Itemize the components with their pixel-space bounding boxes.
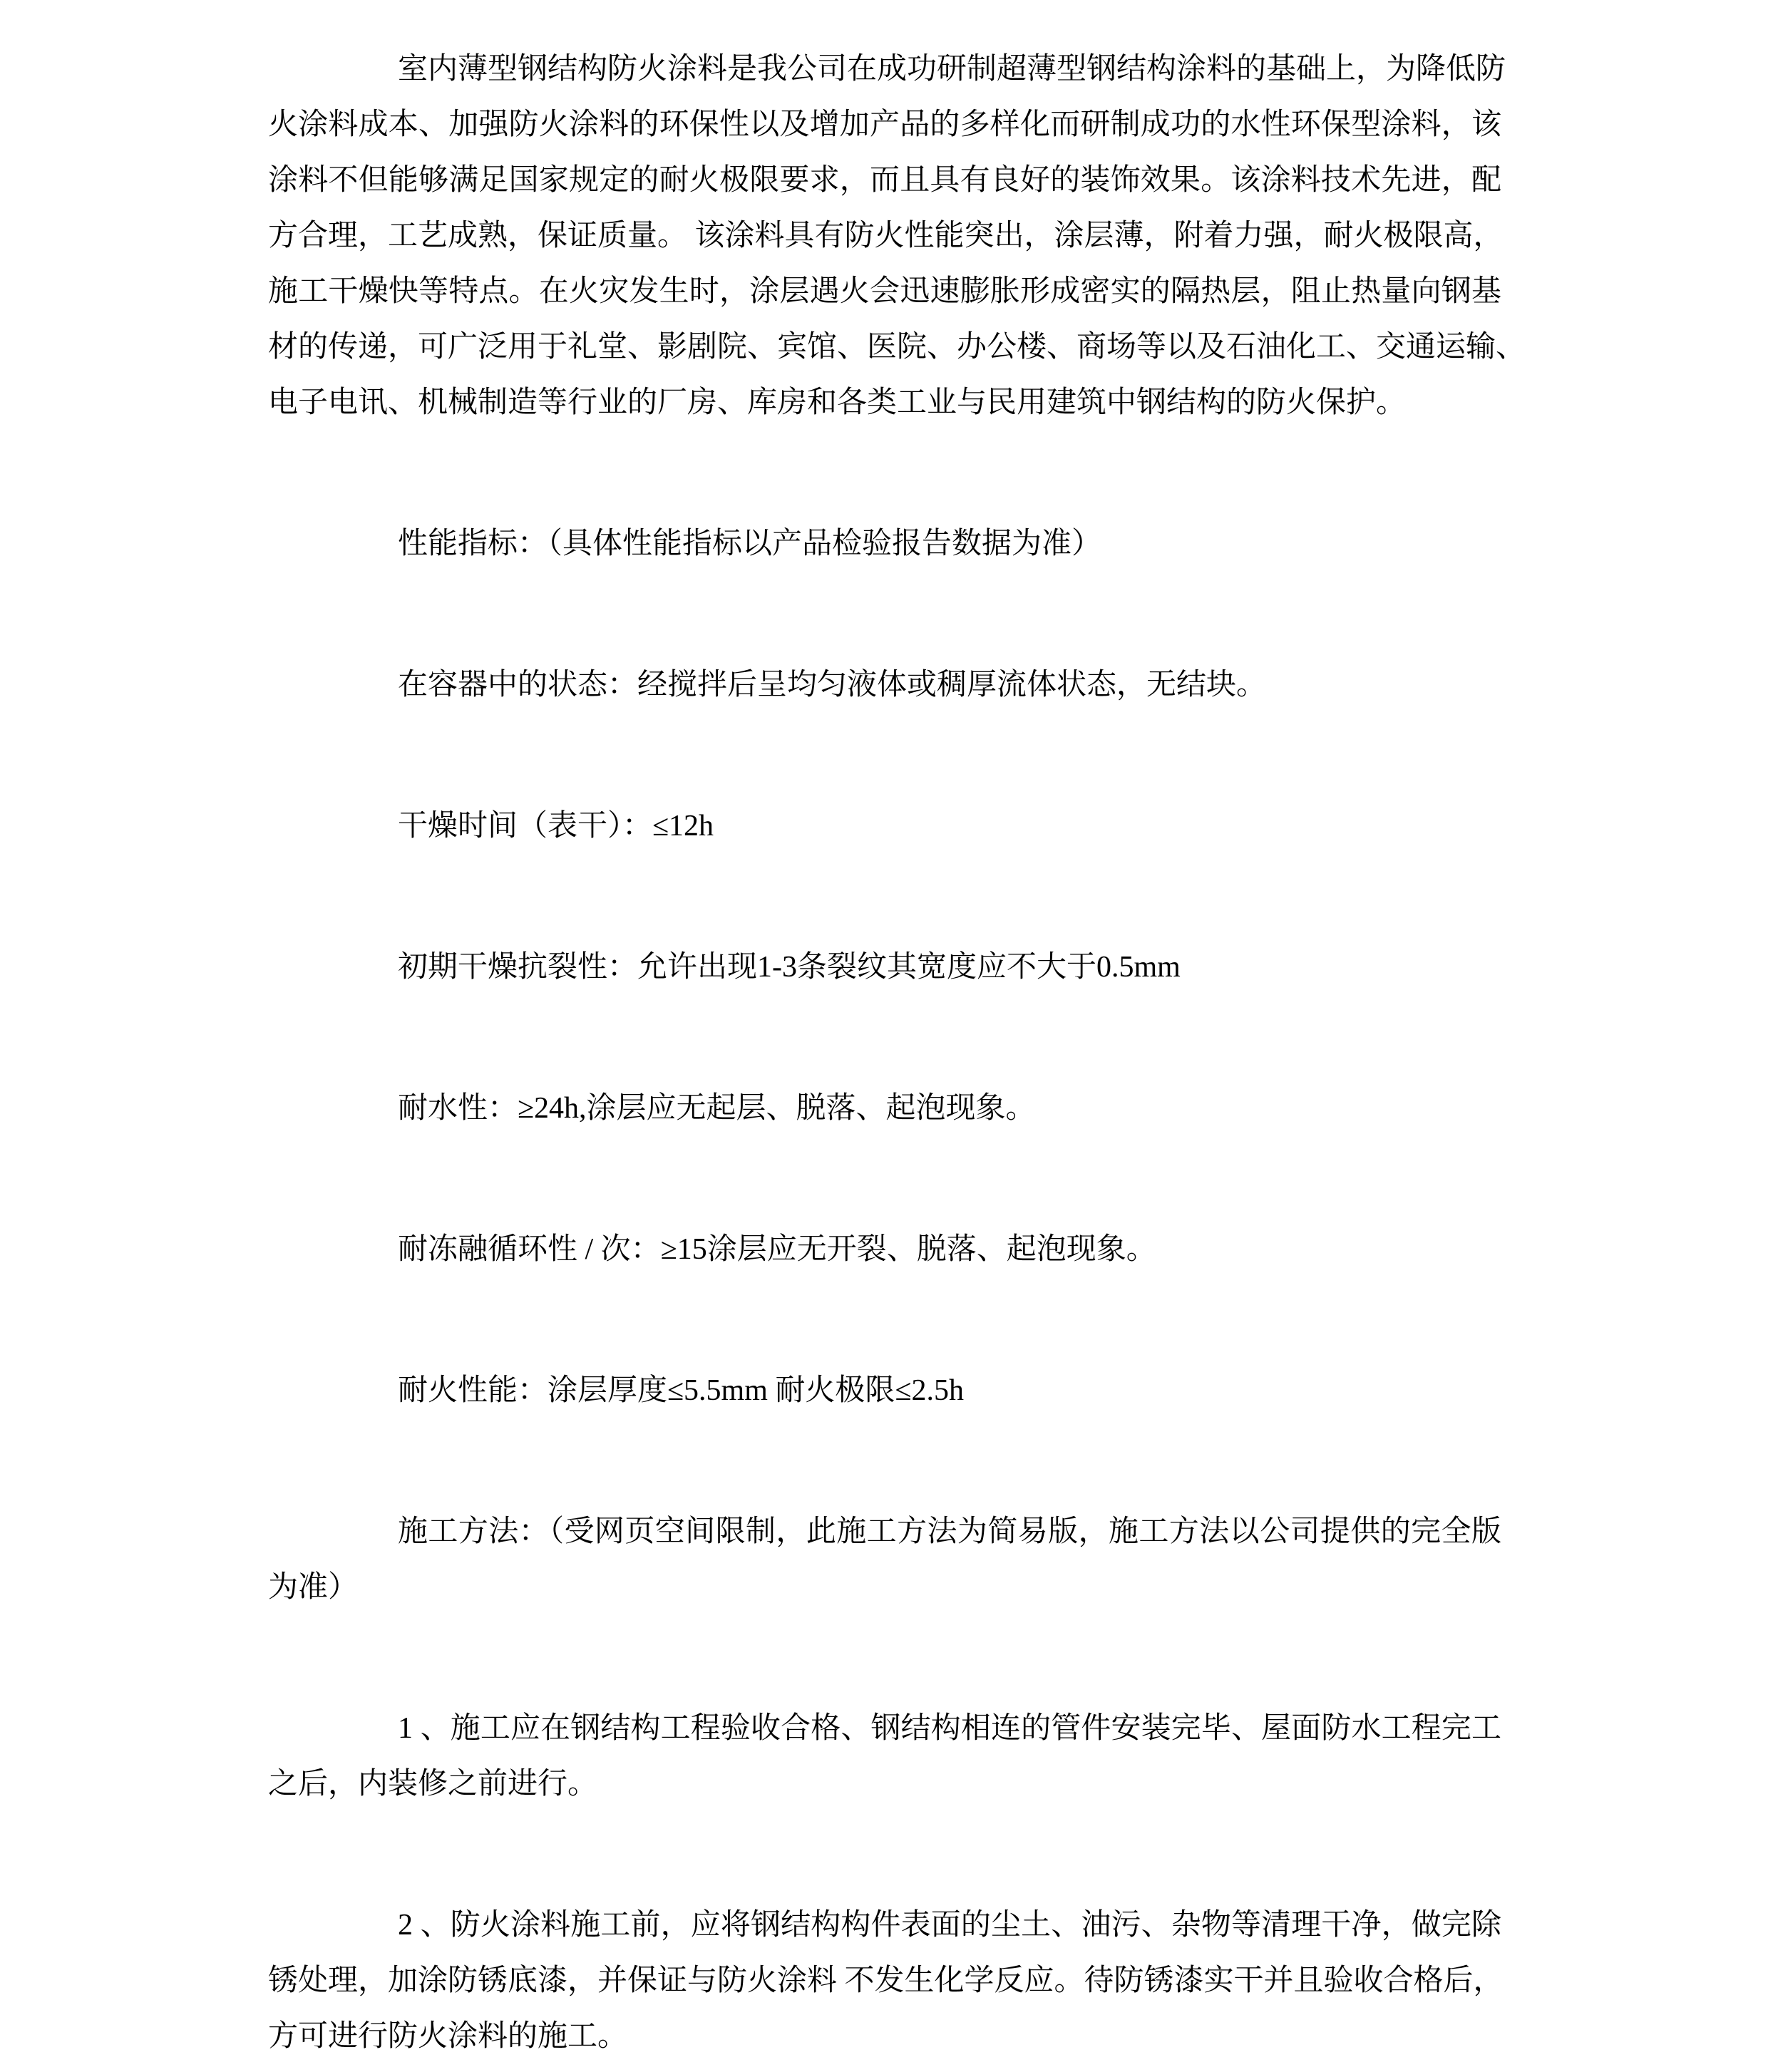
intro-paragraph <box>268 41 1526 431</box>
text-line: 方合理，工艺成熟，保证质量。 该涂料具有防火性能突出，涂层薄，附着力强，耐火极限高， <box>268 220 1504 252</box>
text-line: 为准） <box>268 1571 359 1604</box>
text-line: 电子电讯、机械制造等行业的厂房、库房和各类工业与民用建筑中钢结构的防火保护。 <box>268 386 1407 419</box>
text-line: 在容器中的状态：经搅拌后呈均匀液体或稠厚流体状态，无结块。 <box>398 669 1267 701</box>
spec-water-resistance <box>268 1081 1501 1136</box>
performance-index-heading <box>268 516 1501 572</box>
text-line: 1 、施工应在钢结构工程验收合格、钢结构相连的管件安装完毕、屋面防水工程完工 <box>398 1712 1501 1745</box>
text-line: 之后，内装修之前进行。 <box>268 1768 598 1800</box>
spec-initial-crack-resistance <box>268 939 1501 995</box>
construction-step-2 <box>268 1897 1504 2064</box>
text-line: 耐火性能：涂层厚度≤5.5mm 耐火极限≤2.5h <box>398 1374 964 1407</box>
spec-fire-resistance <box>268 1363 1501 1418</box>
text-line: 施工干燥快等特点。在火灾发生时，涂层遇火会迅速膨胀形成密实的隔热层，阻止热量向钢基 <box>268 275 1501 308</box>
text-line: 干燥时间（表干）：≤12h <box>398 810 714 842</box>
text-line: 2 、防火涂料施工前，应将钢结构构件表面的尘土、油污、杂物等清理干净，做完除 <box>398 1909 1501 1942</box>
text-line: 材的传递，可广泛用于礼堂、影剧院、宾馆、医院、办公楼、商场等以及石油化工、交通运输、 <box>268 331 1526 364</box>
construction-method-heading <box>268 1504 1501 1615</box>
text-line: 锈处理，加涂防锈底漆，并保证与防火涂料 不发生化学反应。待防锈漆实干并且验收合格后， <box>268 1964 1504 1997</box>
text-line: 施工方法：（受网页空间限制，此施工方法为简易版，施工方法以公司提供的完全版 <box>398 1515 1501 1548</box>
text-line: 室内薄型钢结构防火涂料是我公司在成功研制超薄型钢结构涂料的基础上，为降低防 <box>398 53 1506 86</box>
text-line: 耐水性：≥24h,涂层应无起层、脱落、起泡现象。 <box>398 1092 1036 1125</box>
spec-container-state <box>268 657 1501 713</box>
text-line: 方可进行防火涂料的施工。 <box>268 2020 628 2053</box>
construction-step-1 <box>268 1701 1501 1812</box>
spec-drying-time <box>268 798 1501 854</box>
spec-freeze-thaw-resistance <box>268 1222 1501 1277</box>
text-line: 涂料不但能够满足国家规定的耐火极限要求，而且具有良好的装饰效果。该涂料技术先进，配 <box>268 164 1501 197</box>
text-line: 火涂料成本、加强防火涂料的环保性以及增加产品的多样化而研制成功的水性环保型涂料，该 <box>268 108 1501 141</box>
text-line: 初期干燥抗裂性：允许出现1-3条裂纹其宽度应不大于0.5mm <box>398 951 1181 984</box>
text-line: 耐冻融循环性 / 次：≥15涂层应无开裂、脱落、起泡现象。 <box>398 1233 1156 1266</box>
text-line: 性能指标：（具体性能指标以产品检验报告数据为准） <box>398 527 1102 560</box>
